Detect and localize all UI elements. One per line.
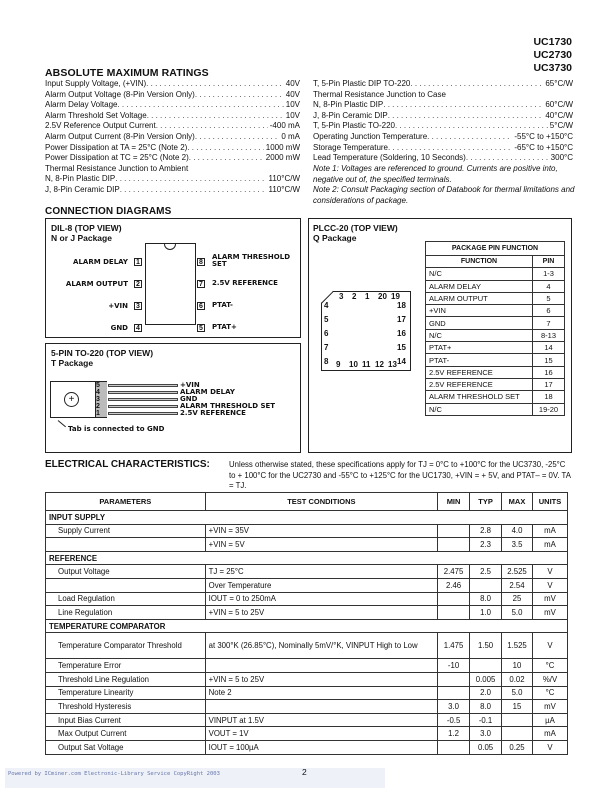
pin-number: 14 bbox=[533, 342, 565, 354]
part-numbers bbox=[533, 36, 572, 75]
amr-title: ABSOLUTE MAXIMUM RATINGS bbox=[45, 67, 209, 79]
value-u: °C bbox=[533, 659, 568, 673]
electrical-characteristics-table bbox=[45, 492, 568, 755]
parameter: Threshold Line Regulation bbox=[46, 672, 206, 686]
pin-number: 2 bbox=[134, 280, 142, 288]
rating-row bbox=[313, 121, 573, 132]
section-row bbox=[46, 551, 568, 565]
pin-number: 3 bbox=[134, 302, 142, 310]
plcc-pin-number: 1 bbox=[365, 292, 370, 301]
value-max: 25 bbox=[502, 592, 533, 606]
rating-value: 0 mA bbox=[281, 131, 300, 141]
pin-number: 5 bbox=[197, 324, 205, 332]
pin-number: 8 bbox=[197, 258, 205, 266]
value-u: °C bbox=[533, 686, 568, 700]
parameter: Line Regulation bbox=[46, 606, 206, 620]
plcc-pin-number: 6 bbox=[324, 329, 329, 338]
parameter: Max Output Current bbox=[46, 727, 206, 741]
rating-label: Lead Temperature (Soldering, 10 Seconds) bbox=[313, 153, 466, 163]
value-typ: 8.0 bbox=[470, 700, 502, 714]
pin-function-table bbox=[425, 241, 565, 416]
value-max: 2.54 bbox=[502, 578, 533, 592]
rating-row bbox=[45, 111, 300, 122]
rating-value: 40°C/W bbox=[545, 110, 573, 120]
value-max: 15 bbox=[502, 700, 533, 714]
pin-label: ALARM THRESHOLD SET bbox=[212, 253, 291, 268]
section-row bbox=[46, 511, 568, 525]
value-u: mA bbox=[533, 727, 568, 741]
table-row bbox=[46, 578, 568, 592]
value-typ: 1.50 bbox=[470, 633, 502, 659]
rating-row bbox=[313, 111, 573, 122]
value-max: 3.5 bbox=[502, 538, 533, 552]
plcc-pin-number: 16 bbox=[397, 329, 406, 338]
pin-number: 17 bbox=[533, 378, 565, 390]
col-min: MIN bbox=[438, 493, 470, 511]
rating-value: -400 mA bbox=[269, 121, 300, 131]
tab-note: Tab is connected to GND bbox=[68, 425, 165, 433]
rating-value: 5°C/W bbox=[549, 121, 573, 131]
value-min: 1.2 bbox=[438, 727, 470, 741]
pin-number: 15 bbox=[533, 354, 565, 366]
pin-number: 16 bbox=[533, 366, 565, 378]
plcc-pin-number: 8 bbox=[324, 357, 329, 366]
value-max: 10 bbox=[502, 659, 533, 673]
value-max bbox=[502, 713, 533, 727]
plcc-pin-number: 3 bbox=[339, 292, 344, 301]
test-condition: VINPUT at 1.5V bbox=[205, 713, 437, 727]
section-title: INPUT SUPPLY bbox=[46, 511, 568, 525]
value-u: %/V bbox=[533, 672, 568, 686]
rating-value: 110°C/W bbox=[268, 184, 300, 194]
value-typ bbox=[470, 578, 502, 592]
value-typ: -0.1 bbox=[470, 713, 502, 727]
pin-number: 18 bbox=[533, 391, 565, 403]
rating-label: T, 5-Pin Plastic TO-220 bbox=[313, 121, 395, 131]
plcc-pin-number: 15 bbox=[397, 343, 406, 352]
value-max: 2.525 bbox=[502, 565, 533, 579]
plcc-pin-number: 20 bbox=[378, 292, 387, 301]
value-min: 2.475 bbox=[438, 565, 470, 579]
col-typ: TYP bbox=[470, 493, 502, 511]
table-row bbox=[46, 686, 568, 700]
pin-function: ALARM OUTPUT bbox=[426, 292, 533, 304]
value-typ: 1.0 bbox=[470, 606, 502, 620]
dil8-title: DIL-8 (TOP VIEW) bbox=[51, 223, 122, 233]
plcc-pin-number: 10 bbox=[349, 360, 358, 369]
test-condition: +VIN = 5V bbox=[205, 538, 437, 552]
plcc-pin-number: 7 bbox=[324, 343, 329, 352]
pin-function: 2.5V REFERENCE bbox=[426, 366, 533, 378]
rating-value: 110°C/W bbox=[268, 174, 300, 184]
footer-banner: Powered by ICminer.com Electronic-Library Service CopyRight 2003 bbox=[5, 768, 385, 788]
rating-row bbox=[313, 143, 573, 154]
pin-number: 1 bbox=[96, 410, 100, 417]
pin-number: 5 bbox=[96, 382, 100, 389]
pin-label: GND bbox=[110, 324, 128, 332]
test-condition: at 300°K (26.85°C), Nominally 5mV/°K, VINPUT High to Low bbox=[205, 633, 437, 659]
col-units: UNITS bbox=[533, 493, 568, 511]
pin-table-row bbox=[426, 342, 565, 354]
table-row bbox=[46, 659, 568, 673]
value-typ: 2.0 bbox=[470, 686, 502, 700]
plcc-pin-number: 9 bbox=[336, 360, 341, 369]
parameter: Temperature Comparator Threshold bbox=[46, 633, 206, 659]
rating-label: Alarm Output Voltage (8-Pin Version Only) bbox=[45, 89, 195, 99]
rating-row bbox=[45, 121, 300, 132]
rating-row bbox=[313, 90, 573, 101]
pin-function: N/C bbox=[426, 329, 533, 341]
value-max: 1.525 bbox=[502, 633, 533, 659]
parameter: Output Voltage bbox=[46, 565, 206, 579]
pin-number: 5 bbox=[533, 292, 565, 304]
test-condition: VOUT = 1V bbox=[205, 727, 437, 741]
rating-value: 300°C bbox=[550, 153, 573, 163]
pin-number: 6 bbox=[533, 305, 565, 317]
table-row bbox=[46, 740, 568, 754]
rating-label: J, 8-Pin Ceramic DIP bbox=[313, 110, 388, 120]
rating-label: Thermal Resistance Junction to Case bbox=[313, 89, 446, 99]
value-u: V bbox=[533, 633, 568, 659]
value-min: 2.46 bbox=[438, 578, 470, 592]
value-u: V bbox=[533, 740, 568, 754]
page-number: 2 bbox=[302, 767, 307, 777]
plcc20-diagram bbox=[308, 218, 572, 453]
value-u: µA bbox=[533, 713, 568, 727]
value-min: 1.475 bbox=[438, 633, 470, 659]
rating-label: Power Dissipation at TA = 25°C (Note 2) bbox=[45, 142, 188, 152]
test-condition: Over Temperature bbox=[205, 578, 437, 592]
test-condition: IOUT = 100µA bbox=[205, 740, 437, 754]
rating-value: 60°C/W bbox=[545, 100, 573, 110]
value-typ: 0.05 bbox=[470, 740, 502, 754]
table-row bbox=[46, 700, 568, 714]
rating-label: Operating Junction Temperature bbox=[313, 131, 428, 141]
pin-number: 1-3 bbox=[533, 268, 565, 280]
rating-row bbox=[313, 100, 573, 111]
test-condition bbox=[205, 659, 437, 673]
part-number: UC3730 bbox=[533, 62, 572, 74]
rating-label: N, 8-Pin Plastic DIP bbox=[45, 174, 116, 184]
table-row bbox=[46, 524, 568, 538]
pin-label: 2.5V REFERENCE bbox=[180, 409, 246, 417]
table-row bbox=[46, 727, 568, 741]
value-min bbox=[438, 672, 470, 686]
pin-function: PTAT- bbox=[426, 354, 533, 366]
pin-table-row bbox=[426, 317, 565, 329]
notes bbox=[313, 164, 575, 206]
value-max: 0.25 bbox=[502, 740, 533, 754]
value-min bbox=[438, 686, 470, 700]
parameter: Supply Current bbox=[46, 524, 206, 538]
rating-label: 2.5V Reference Output Current bbox=[45, 121, 156, 131]
pin-number: 2 bbox=[96, 403, 100, 410]
value-min bbox=[438, 740, 470, 754]
pin-number: 8-13 bbox=[533, 329, 565, 341]
to220-diagram bbox=[45, 343, 301, 453]
parameter: Temperature Linearity bbox=[46, 686, 206, 700]
rating-label: T, 5-Pin Plastic DIP TO-220 bbox=[313, 79, 411, 88]
value-u: mA bbox=[533, 524, 568, 538]
pin-label: ALARM THRESHOLD SET bbox=[180, 402, 276, 410]
value-typ: 2.5 bbox=[470, 565, 502, 579]
pin-number: 1 bbox=[134, 258, 142, 266]
rating-label: N, 8-Pin Plastic DIP bbox=[313, 100, 384, 110]
col-parameters: PARAMETERS bbox=[46, 493, 206, 511]
rating-value: -55°C to +150°C bbox=[514, 131, 573, 141]
value-u: mA bbox=[533, 538, 568, 552]
ec-title: ELECTRICAL CHARACTERISTICS: bbox=[45, 459, 210, 470]
to220-subtitle: T Package bbox=[51, 358, 94, 368]
test-condition: TJ = 25°C bbox=[205, 565, 437, 579]
test-condition bbox=[205, 700, 437, 714]
rating-label: Input Supply Voltage, (+VIN) bbox=[45, 79, 147, 88]
rating-value: 40V bbox=[285, 89, 300, 99]
value-min bbox=[438, 606, 470, 620]
value-typ: 2.8 bbox=[470, 524, 502, 538]
table-row bbox=[46, 565, 568, 579]
plcc-pin-number: 11 bbox=[362, 360, 371, 369]
section-title: REFERENCE bbox=[46, 551, 568, 565]
pin-table-row bbox=[426, 403, 565, 415]
pin-number: 4 bbox=[533, 280, 565, 292]
parameter: Temperature Error bbox=[46, 659, 206, 673]
plcc-pin-number: 4 bbox=[324, 301, 329, 310]
plcc-pin-number: 12 bbox=[375, 360, 384, 369]
pin-function: PTAT+ bbox=[426, 342, 533, 354]
pin-number: 4 bbox=[96, 389, 100, 396]
part-number: UC1730 bbox=[533, 36, 572, 48]
test-condition: +VIN = 35V bbox=[205, 524, 437, 538]
dil8-subtitle: N or J Package bbox=[51, 233, 112, 243]
rating-row bbox=[45, 153, 300, 164]
test-condition: +VIN = 5 to 25V bbox=[205, 672, 437, 686]
rating-row bbox=[45, 143, 300, 154]
test-condition: +VIN = 5 to 25V bbox=[205, 606, 437, 620]
value-typ: 2.3 bbox=[470, 538, 502, 552]
plcc-pin-number: 13 bbox=[388, 360, 397, 369]
pin-number: 19-20 bbox=[533, 403, 565, 415]
table-row bbox=[46, 538, 568, 552]
pin-number: 4 bbox=[134, 324, 142, 332]
value-max bbox=[502, 727, 533, 741]
rating-row bbox=[313, 153, 573, 164]
plcc-pin-number: 5 bbox=[324, 315, 329, 324]
pin-table-row bbox=[426, 354, 565, 366]
pin-label: ALARM DELAY bbox=[180, 388, 235, 396]
value-typ: 8.0 bbox=[470, 592, 502, 606]
pin-table-row bbox=[426, 268, 565, 280]
table-row bbox=[46, 713, 568, 727]
rating-row bbox=[45, 90, 300, 101]
rating-row bbox=[45, 174, 300, 185]
value-max: 0.02 bbox=[502, 672, 533, 686]
rating-label: Power Dissipation at TC = 25°C (Note 2) bbox=[45, 153, 189, 163]
parameter: Output Sat Voltage bbox=[46, 740, 206, 754]
plcc-subtitle: Q Package bbox=[313, 233, 357, 243]
pin-table-row bbox=[426, 366, 565, 378]
rating-row bbox=[45, 79, 300, 90]
plcc-pin-number: 2 bbox=[352, 292, 357, 301]
plcc-pin-number: 19 bbox=[391, 292, 400, 301]
parameter: Threshold Hysteresis bbox=[46, 700, 206, 714]
value-min: -0.5 bbox=[438, 713, 470, 727]
rating-value: 10V bbox=[285, 110, 300, 120]
pin-label: 2.5V REFERENCE bbox=[212, 279, 278, 287]
table-row bbox=[46, 672, 568, 686]
pin-label: GND bbox=[180, 395, 198, 403]
pin-table-row bbox=[426, 305, 565, 317]
pin-table-row bbox=[426, 378, 565, 390]
rating-row bbox=[45, 132, 300, 143]
pin-table-title: PACKAGE PIN FUNCTION bbox=[426, 242, 565, 256]
value-min: -10 bbox=[438, 659, 470, 673]
section-row bbox=[46, 619, 568, 633]
ratings-right bbox=[313, 79, 573, 164]
value-min bbox=[438, 524, 470, 538]
parameter bbox=[46, 538, 206, 552]
section-title: TEMPERATURE COMPARATOR bbox=[46, 619, 568, 633]
value-u: mV bbox=[533, 592, 568, 606]
rating-value: 40V bbox=[285, 79, 300, 88]
pin-label: ALARM OUTPUT bbox=[65, 280, 128, 288]
pin-number: 7 bbox=[533, 317, 565, 329]
plcc-pin-number: 18 bbox=[397, 301, 406, 310]
value-u: mV bbox=[533, 700, 568, 714]
parameter bbox=[46, 578, 206, 592]
col-function: FUNCTION bbox=[426, 256, 533, 268]
pin-number: 6 bbox=[197, 302, 205, 310]
part-number: UC2730 bbox=[533, 49, 572, 61]
rating-row bbox=[45, 100, 300, 111]
pin-number: 7 bbox=[197, 280, 205, 288]
rating-value: -65°C to +150°C bbox=[514, 142, 573, 152]
pin-label: +VIN bbox=[108, 302, 128, 310]
pin-label: ALARM DELAY bbox=[73, 258, 128, 266]
table-row bbox=[46, 592, 568, 606]
pin-table-row bbox=[426, 391, 565, 403]
value-min: 3.0 bbox=[438, 700, 470, 714]
col-pin: PIN bbox=[533, 256, 565, 268]
test-condition: Note 2 bbox=[205, 686, 437, 700]
plcc-title: PLCC-20 (TOP VIEW) bbox=[313, 223, 398, 233]
col-test-conditions: TEST CONDITIONS bbox=[205, 493, 437, 511]
rating-label: J, 8-Pin Ceramic DIP bbox=[45, 184, 120, 194]
pin-number: 3 bbox=[96, 396, 100, 403]
parameter: Input Bias Current bbox=[46, 713, 206, 727]
value-typ: 3.0 bbox=[470, 727, 502, 741]
test-condition: IOUT = 0 to 250mA bbox=[205, 592, 437, 606]
rating-row bbox=[313, 132, 573, 143]
value-typ bbox=[470, 659, 502, 673]
value-typ: 0.005 bbox=[470, 672, 502, 686]
rating-row bbox=[313, 79, 573, 90]
col-max: MAX bbox=[502, 493, 533, 511]
pin-function: 2.5V REFERENCE bbox=[426, 378, 533, 390]
value-min bbox=[438, 538, 470, 552]
ec-description: Unless otherwise stated, these specifications apply for TJ = 0°C to +100°C for the UC3730, -25°C to + 100°C for the UC2730 and -55°C to +125°C for the UC1730, +VIN = + 5V, and PTAT– = 0V. TA = TJ. bbox=[229, 460, 571, 490]
value-max: 5.0 bbox=[502, 686, 533, 700]
table-row bbox=[46, 606, 568, 620]
pin-table-row bbox=[426, 329, 565, 341]
pin-function: ALARM THRESHOLD SET bbox=[426, 391, 533, 403]
note-1: Note 1: Voltages are referenced to ground. Currents are positive into, negative out of, the specified terminals. bbox=[313, 164, 558, 184]
value-u: V bbox=[533, 578, 568, 592]
pin-function: GND bbox=[426, 317, 533, 329]
ratings-left bbox=[45, 79, 300, 196]
pin-table-row bbox=[426, 292, 565, 304]
pin-label: +VIN bbox=[180, 381, 200, 389]
note-2: Note 2: Consult Packaging section of Databook for thermal limitations and considerations of package. bbox=[313, 185, 575, 205]
rating-value: 65°C/W bbox=[545, 79, 573, 88]
rating-label: Alarm Delay Voltage bbox=[45, 100, 118, 110]
parameter: Load Regulation bbox=[46, 592, 206, 606]
value-max: 4.0 bbox=[502, 524, 533, 538]
pin-table-row bbox=[426, 280, 565, 292]
plcc-pin-number: 14 bbox=[397, 357, 406, 366]
value-min bbox=[438, 592, 470, 606]
pin-function: +VIN bbox=[426, 305, 533, 317]
rating-value: 10V bbox=[285, 100, 300, 110]
pin-function: N/C bbox=[426, 268, 533, 280]
rating-label: Thermal Resistance Junction to Ambient bbox=[45, 163, 189, 173]
rating-label: Alarm Threshold Set Voltage bbox=[45, 110, 147, 120]
rating-value: 1000 mW bbox=[265, 142, 300, 152]
table-row bbox=[46, 633, 568, 659]
rating-row bbox=[45, 185, 300, 196]
ic-body bbox=[145, 243, 196, 325]
value-u: mV bbox=[533, 606, 568, 620]
value-u: V bbox=[533, 565, 568, 579]
to220-tab: + bbox=[50, 381, 107, 418]
to220-title: 5-PIN TO-220 (TOP VIEW) bbox=[51, 348, 154, 358]
plcc-pin-number: 17 bbox=[397, 315, 406, 324]
rating-label: Alarm Output Current (8-Pin Version Only) bbox=[45, 131, 195, 141]
pin-label: PTAT+ bbox=[212, 323, 237, 331]
connection-title: CONNECTION DIAGRAMS bbox=[45, 206, 172, 217]
rating-row bbox=[45, 164, 300, 175]
pin-function: ALARM DELAY bbox=[426, 280, 533, 292]
pin-label: PTAT- bbox=[212, 301, 233, 309]
rating-label: Storage Temperature bbox=[313, 142, 389, 152]
value-max: 5.0 bbox=[502, 606, 533, 620]
dil8-diagram bbox=[45, 218, 301, 338]
pin-function: N/C bbox=[426, 403, 533, 415]
rating-value: 2000 mW bbox=[265, 153, 300, 163]
